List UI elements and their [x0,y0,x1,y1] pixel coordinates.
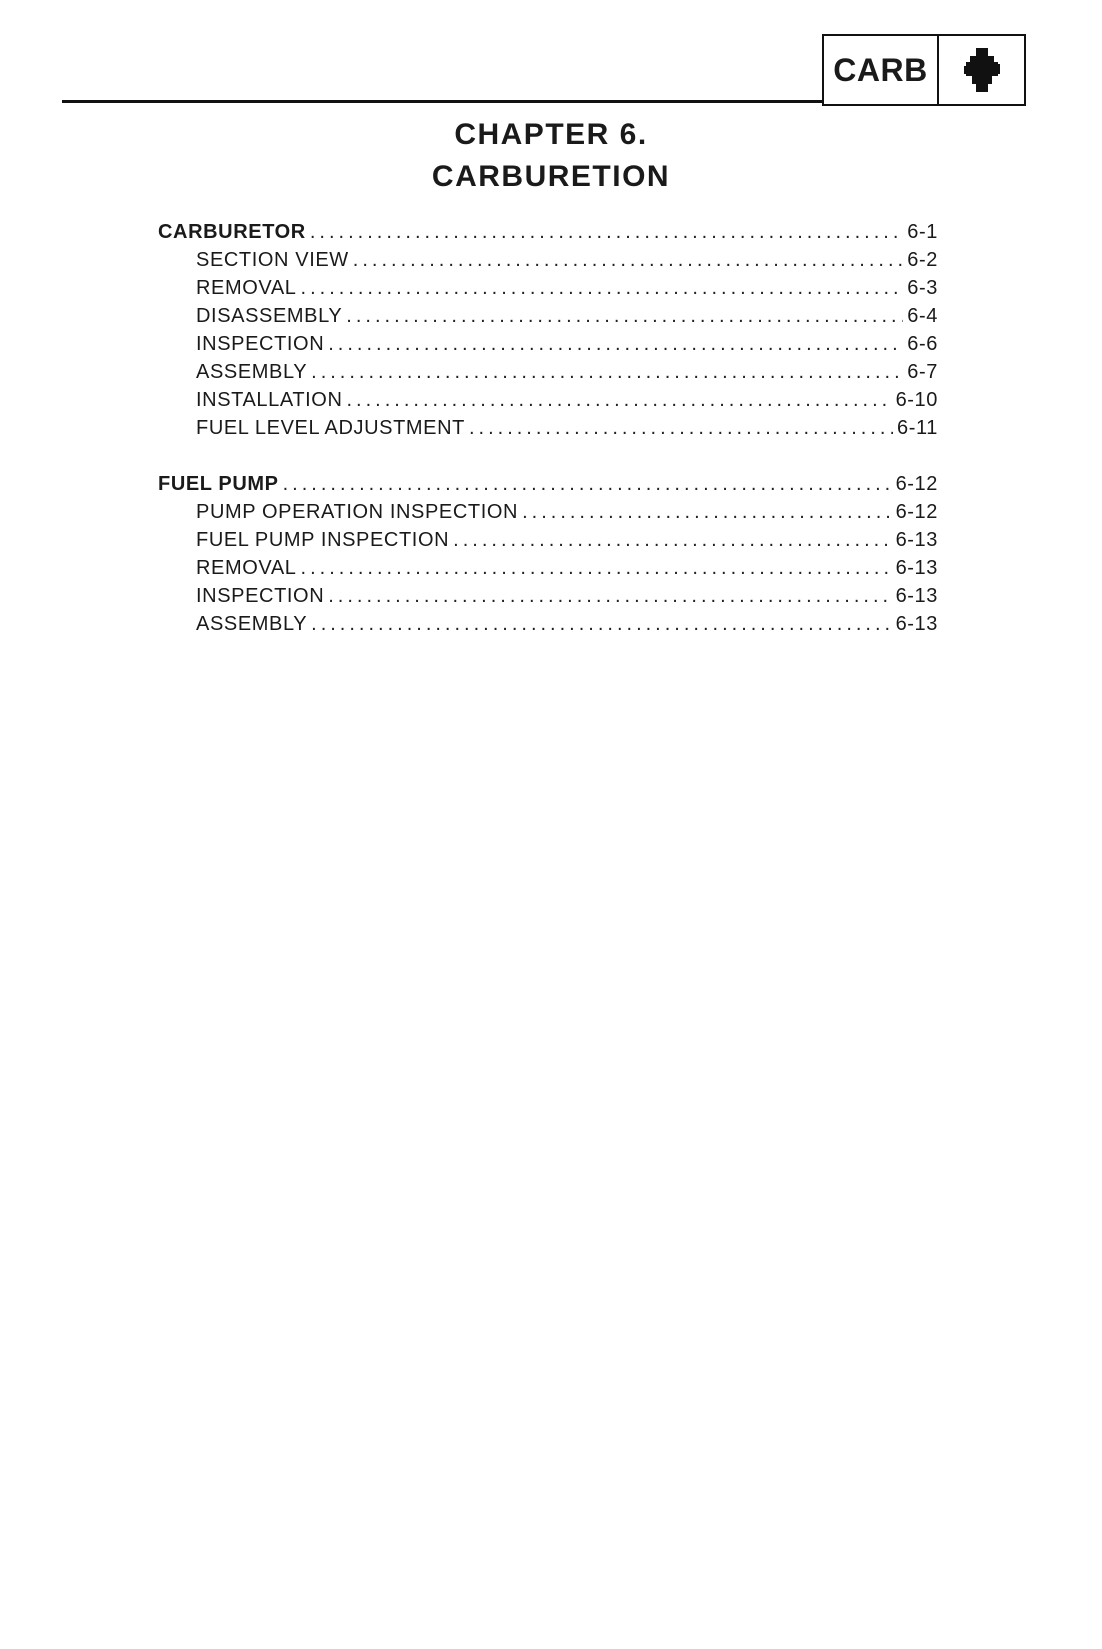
toc-label: INSPECTION [196,585,325,607]
toc-page: 6-12 [895,501,938,523]
toc-label: INSPECTION [196,333,325,355]
toc-leader [328,330,903,358]
toc-entry[interactable] [158,274,938,302]
toc-leader [353,246,904,274]
toc-label: REMOVAL [196,277,297,299]
toc-entry[interactable] [158,302,938,330]
toc-entry-carburetor[interactable] [158,218,938,246]
toc-page: 6-3 [907,277,938,299]
toc-label: FUEL PUMP [158,473,279,495]
toc-label: INSTALLATION [196,389,343,411]
toc-entry[interactable] [158,554,938,582]
toc-page: 6-13 [895,585,938,607]
toc-entry[interactable] [158,414,938,442]
toc-entry[interactable] [158,386,938,414]
toc-label: REMOVAL [196,557,297,579]
toc-entry[interactable] [158,358,938,386]
toc-leader [453,526,891,554]
toc-page: 6-2 [907,249,938,271]
toc-label: ASSEMBLY [196,613,308,635]
toc-entry[interactable] [158,582,938,610]
toc-leader [301,554,892,582]
toc-page: 6-12 [895,473,938,495]
toc-page: 6-13 [895,529,938,551]
toc-entry[interactable] [158,330,938,358]
toc-page: 6-6 [907,333,938,355]
header-rule [62,100,822,103]
toc-page: 6-13 [895,557,938,579]
toc-entry-fuel-pump[interactable] [158,470,938,498]
toc-entry[interactable] [158,498,938,526]
toc-leader [346,302,903,330]
section-gap [158,442,938,470]
toc-leader [311,358,903,386]
chapter-tab [822,34,1026,106]
table-of-contents [158,218,938,638]
chapter-title: CARBURETION [431,160,671,193]
toc-leader [301,274,904,302]
toc-entry[interactable] [158,246,938,274]
toc-leader [347,386,892,414]
toc-page: 6-1 [907,221,938,243]
carburetor-icon [939,36,1024,104]
toc-leader [311,610,891,638]
toc-entry[interactable] [158,610,938,638]
toc-page: 6-10 [895,389,938,411]
toc-leader [328,582,891,610]
toc-leader [522,498,891,526]
chapter-tab-label: CARB [824,36,939,104]
toc-page: 6-7 [907,361,938,383]
chapter-number: CHAPTER 6. [454,118,648,151]
toc-leader [283,470,892,498]
toc-label: FUEL PUMP INSPECTION [196,529,450,551]
toc-label: CARBURETOR [158,221,306,243]
toc-label: PUMP OPERATION INSPECTION [196,501,519,523]
toc-leader [310,218,903,246]
toc-label: DISASSEMBLY [196,305,343,327]
toc-entry[interactable] [158,526,938,554]
toc-page: 6-11 [897,417,938,439]
toc-label: ASSEMBLY [196,361,308,383]
toc-page: 6-4 [907,305,938,327]
toc-label: SECTION VIEW [196,249,349,271]
toc-label: FUEL LEVEL ADJUSTMENT [196,417,465,439]
toc-leader [469,414,893,442]
toc-page: 6-13 [895,613,938,635]
